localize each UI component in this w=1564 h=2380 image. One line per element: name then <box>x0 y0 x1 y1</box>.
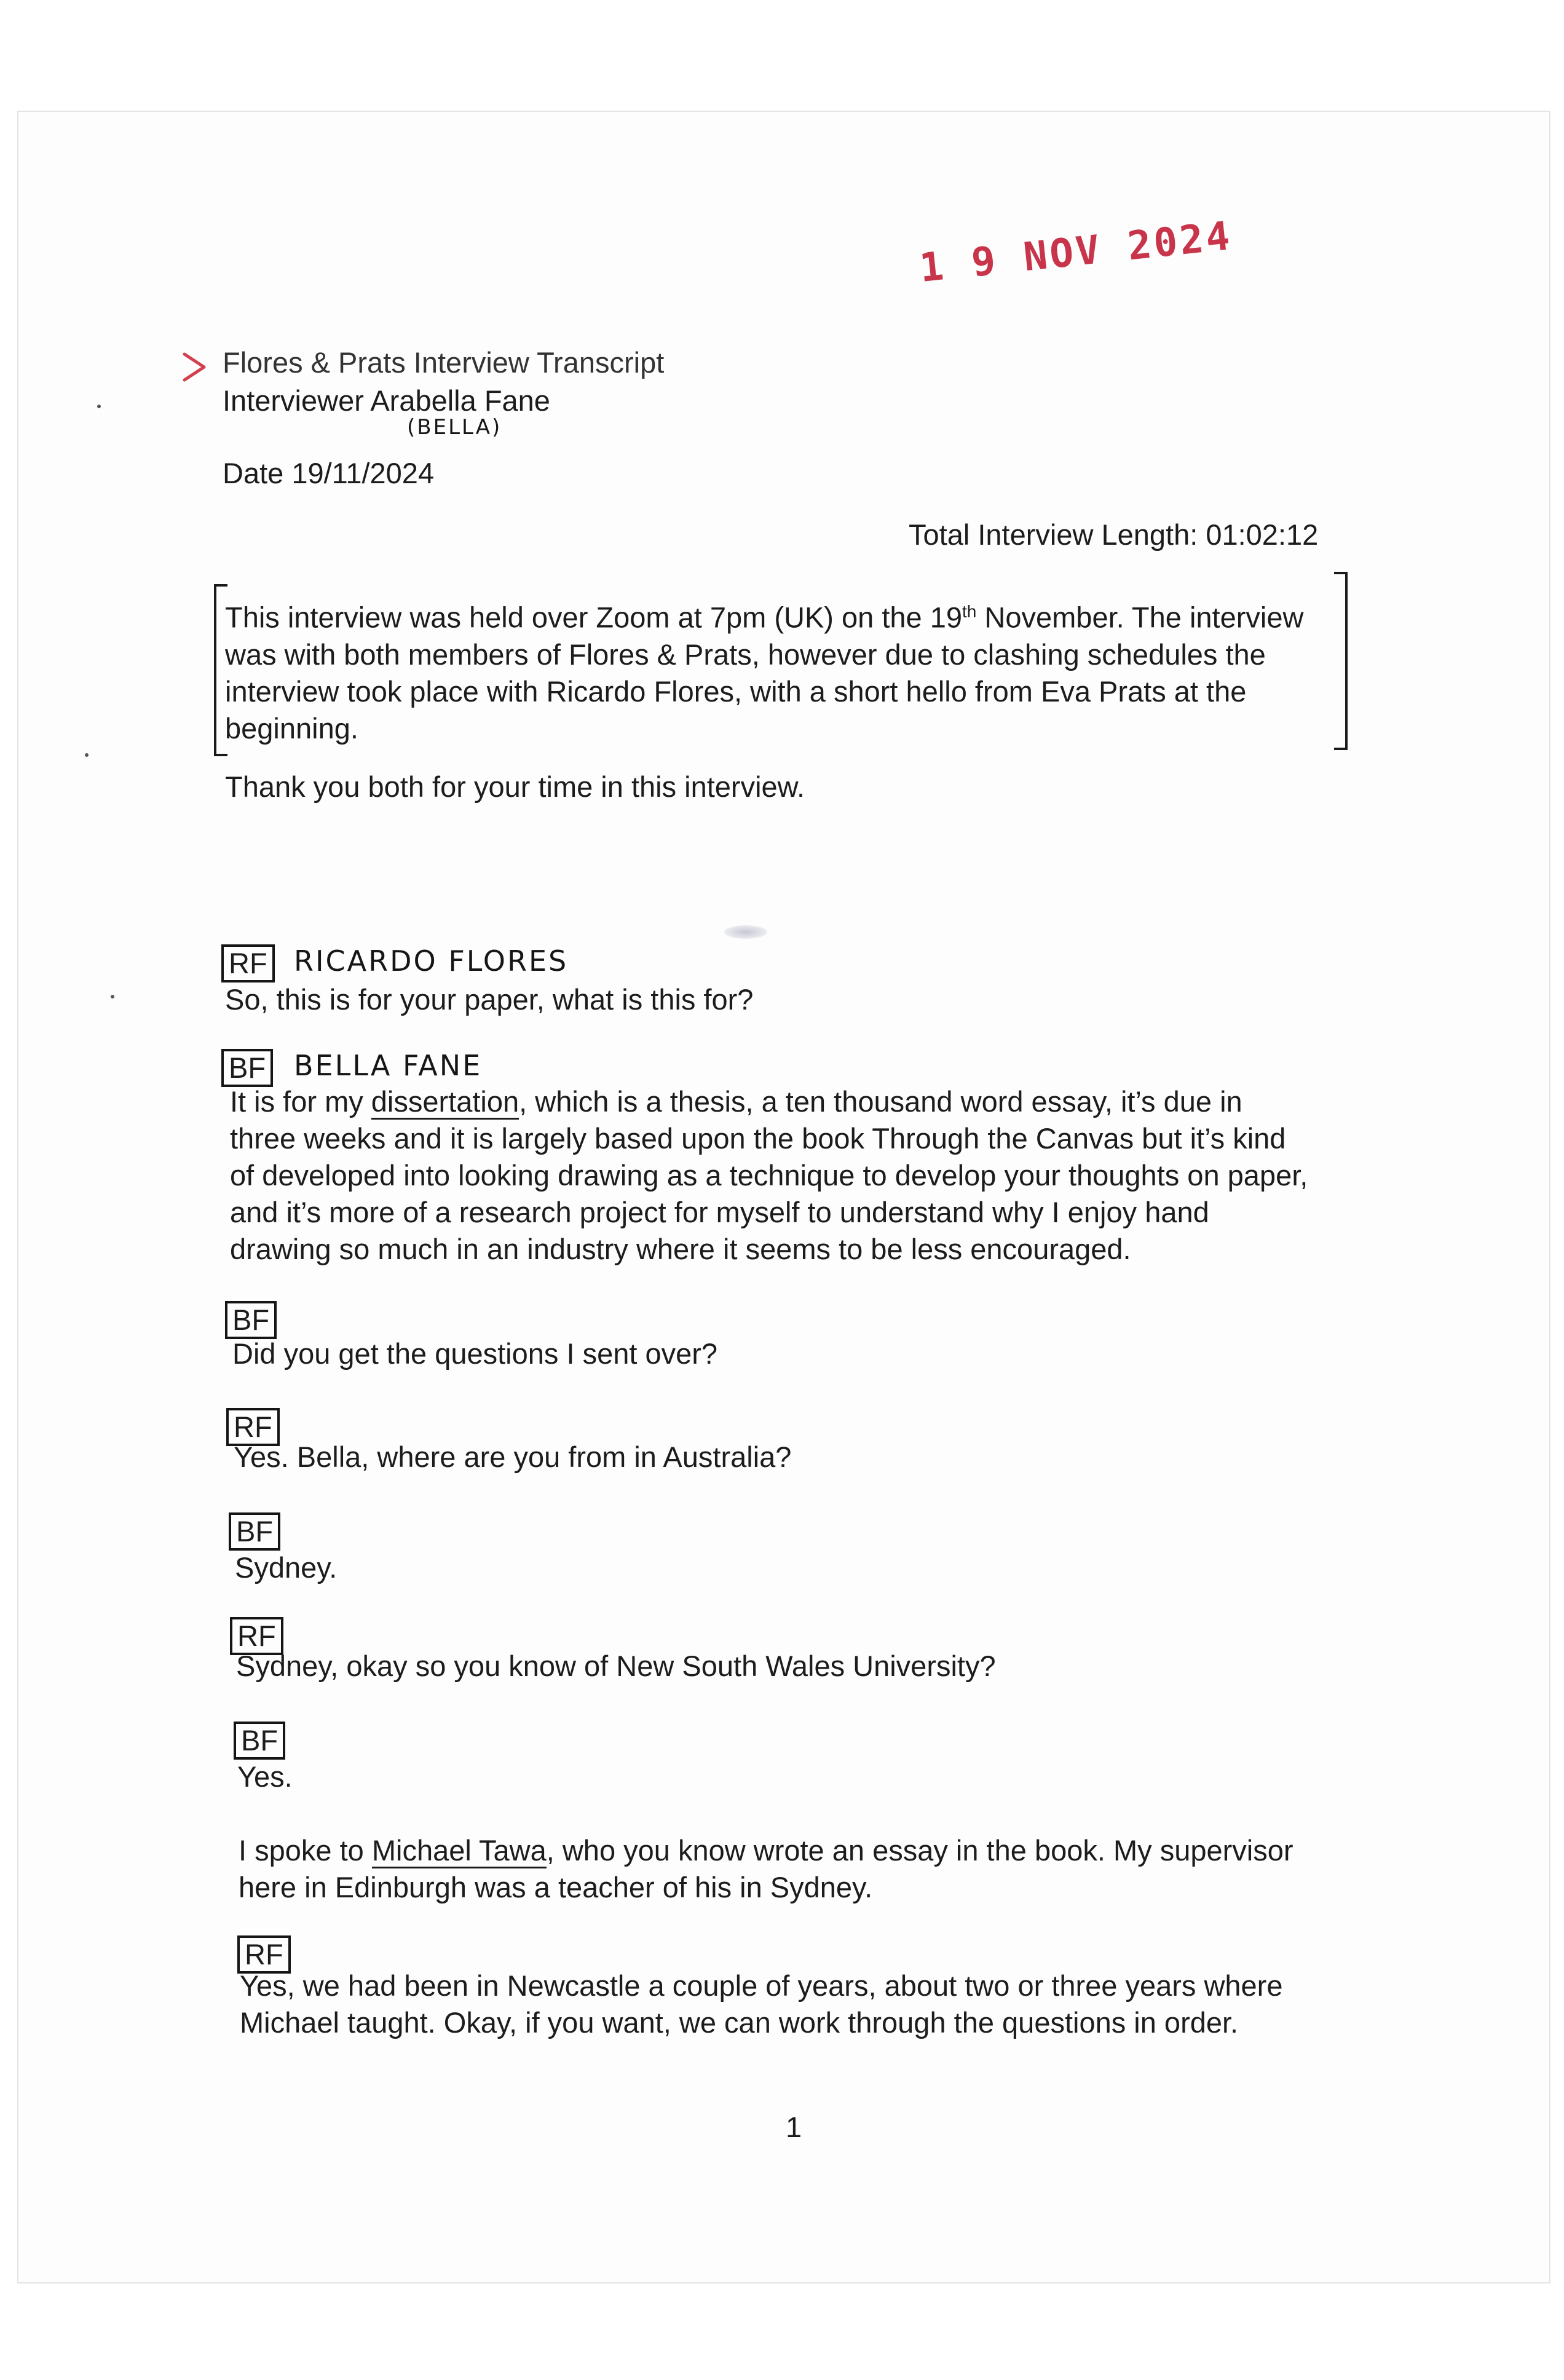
speaker-tag: BF <box>229 1512 280 1551</box>
transcript-paragraph <box>239 1832 1293 1906</box>
intro-line: interview took place with Ricardo Flores, with a short hello from Eva Prats at the <box>225 674 1247 708</box>
speaker-tag: RF <box>221 944 275 982</box>
chevron-right-icon <box>182 352 208 382</box>
transcript-line: Sydney, okay so you know of New South Wales University? <box>236 1650 996 1682</box>
received-date-stamp: 1 9 NOV 2024 <box>917 213 1234 291</box>
thanks-line: Thank you both for your time in this interview. <box>225 770 805 803</box>
transcript-line: three weeks and it is largely based upon the book Through the Canvas but it’s kind <box>230 1122 1286 1155</box>
transcript-line: So, this is for your paper, what is this for? <box>225 983 754 1016</box>
document-title: Flores & Prats Interview Transcript <box>223 346 665 379</box>
interviewer-handwritten-note: (BELLA) <box>407 415 502 440</box>
intro-bracket-right <box>1334 572 1348 750</box>
speaker-tag: BF <box>221 1049 273 1087</box>
intro-line: was with both members of Flores & Prats, however due to clashing schedules the <box>225 638 1266 671</box>
interview-date: Date 19/11/2024 <box>223 457 435 489</box>
interview-length: Total Interview Length: 01:02:12 <box>909 518 1319 551</box>
underlined-name: Michael Tawa <box>372 1834 547 1868</box>
intro-paragraph <box>225 593 1303 747</box>
transcript-line: Yes, we had been in Newcastle a couple of years, about two or three years where <box>240 1969 1283 2002</box>
intro-line: This interview was held over Zoom at 7pm (UK) on the 19th November. The interview <box>225 601 1304 634</box>
speck <box>85 753 89 757</box>
interviewer-line: Interviewer Arabella Fane <box>223 384 550 417</box>
transcript-line: Did you get the questions I sent over? <box>232 1337 718 1370</box>
transcript-paragraph <box>240 1967 1282 2041</box>
transcript-line: Yes. Bella, where are you from in Australia? <box>234 1441 792 1473</box>
transcript-line: Sydney. <box>235 1551 338 1584</box>
transcript-line: and it’s more of a research project for myself to understand why I enjoy hand <box>230 1196 1209 1228</box>
speck <box>111 995 114 998</box>
speaker-name-handwritten: BELLA FANE <box>294 1049 483 1082</box>
transcript-line: Yes. <box>237 1760 293 1793</box>
speaker-tag: BF <box>225 1301 277 1339</box>
intro-line: beginning. <box>225 711 358 745</box>
speck <box>97 405 101 408</box>
transcript-line: Michael taught. Okay, if you want, we can work through the questions in order. <box>240 2006 1239 2039</box>
speaker-name-handwritten: RICARDO FLORES <box>294 944 569 978</box>
transcript-paragraph <box>230 1083 1308 1268</box>
transcript-line: drawing so much in an industry where it seems to be less encouraged. <box>230 1233 1131 1265</box>
transcript-line: of developed into looking drawing as a technique to develop your thoughts on paper, <box>230 1159 1308 1192</box>
transcript-line: here in Edinburgh was a teacher of his in Sydney. <box>239 1871 873 1904</box>
smudge <box>724 925 767 939</box>
speaker-tag: RF <box>226 1408 280 1446</box>
superscript: th <box>962 602 977 621</box>
speaker-tag: BF <box>234 1722 285 1760</box>
speaker-tag: RF <box>237 1935 291 1974</box>
underlined-word: dissertation <box>371 1085 519 1120</box>
transcript-line: It is for my dissertation, which is a thesis, a ten thousand word essay, it’s due in <box>230 1083 1308 1120</box>
transcript-line: I spoke to Michael Tawa, who you know wrote an essay in the book. My supervisor <box>239 1832 1293 1869</box>
speaker-tag: RF <box>230 1617 283 1655</box>
page-number: 1 <box>786 2111 802 2143</box>
